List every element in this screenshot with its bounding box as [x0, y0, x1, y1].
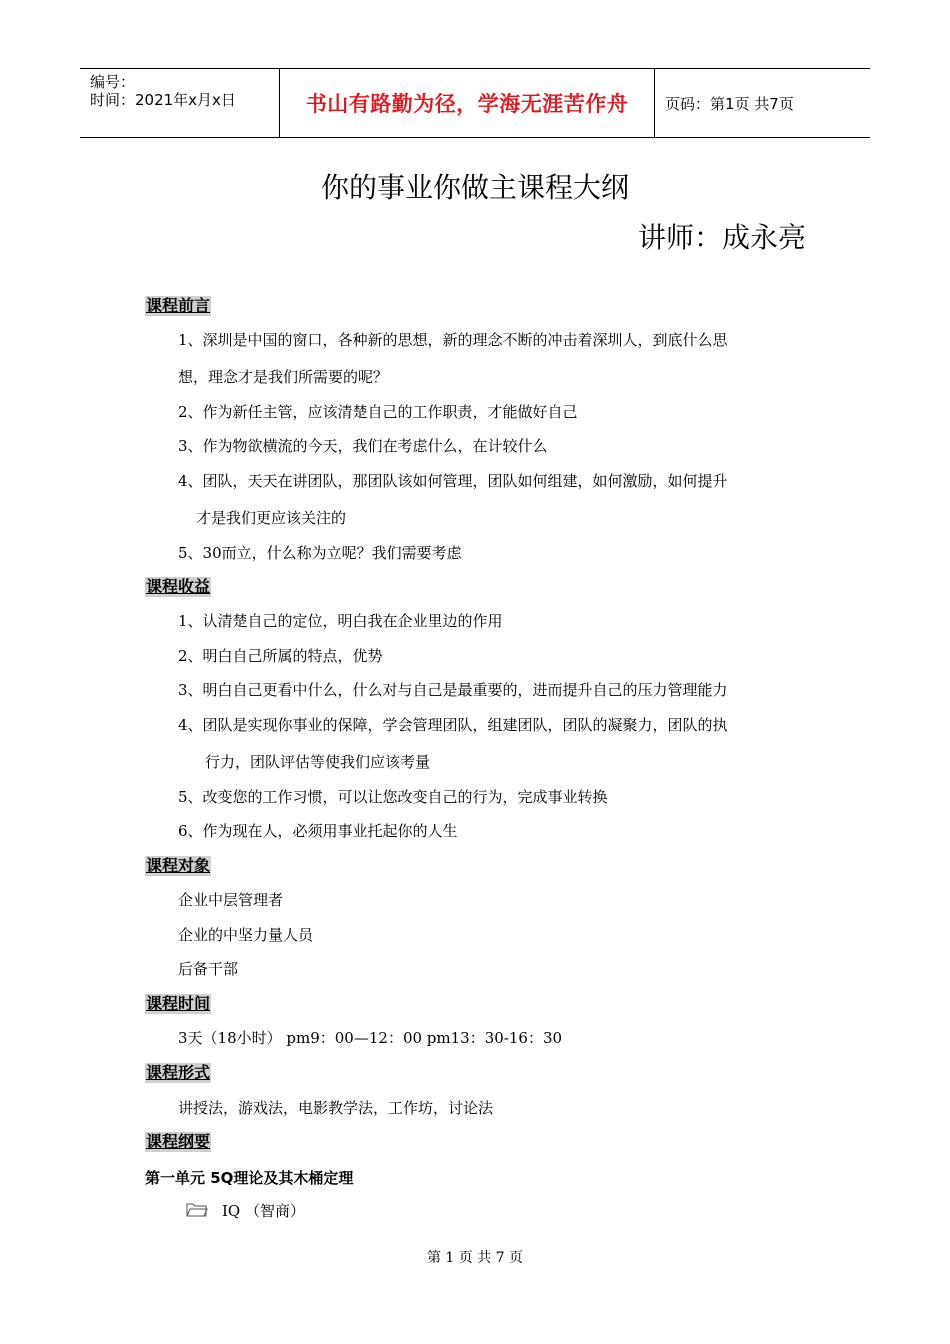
preface-item: 才是我们更应该关注的 [196, 509, 347, 527]
folder-icon [186, 1202, 208, 1217]
preface-item: 想，理念才是我们所需要的呢？ [178, 368, 389, 386]
section-heading-time: 课程时间 [146, 994, 211, 1013]
benefit-item: 6、作为现在人，必须用事业托起你的人生 [178, 822, 458, 840]
header-motto-cell [280, 69, 655, 137]
benefit-item: 5、改变您的工作习惯，可以让您改变自己的行为，完成事业转换 [178, 788, 608, 806]
audience-item: 企业的中坚力量人员 [178, 926, 314, 944]
header-meta [80, 69, 280, 137]
audience-item: 后备干部 [178, 960, 239, 978]
document-title: 你的事业你做主课程大纲 [320, 171, 629, 204]
audience-item: 企业中层管理者 [178, 891, 284, 909]
time-label: 时间：2021年x月x日 [90, 91, 236, 109]
benefit-item: 4、团队是实现你事业的保障，学会管理团队，组建团队，团队的凝聚力，团队的执 [178, 716, 728, 734]
course-format: 讲授法，游戏法，电影教学法，工作坊，讨论法 [178, 1099, 494, 1117]
preface-item: 2、作为新任主管，应该清楚自己的工作职责，才能做好自己 [178, 403, 578, 421]
page-header [80, 68, 870, 138]
page-footer: 第 1 页 共 7 页 [426, 1250, 524, 1266]
section-heading-outline: 课程纲要 [146, 1132, 211, 1151]
lecturer: 讲师：成永亮 [637, 221, 806, 254]
unit-title: 第一单元 5Q理论及其木桶定理 [145, 1169, 354, 1187]
preface-item: 3、作为物欲横流的今天，我们在考虑什么，在计较什么 [178, 437, 548, 455]
section-heading-audience: 课程对象 [146, 856, 211, 875]
section-heading-preface: 课程前言 [146, 296, 211, 315]
header-motto: 书山有路勤为径，学海无涯苦作舟 [305, 92, 629, 116]
preface-item: 4、团队，天天在讲团队，那团队该如何管理，团队如何组建，如何激励，如何提升 [178, 472, 728, 490]
section-heading-format: 课程形式 [146, 1063, 211, 1082]
section-heading-benefits: 课程收益 [146, 577, 211, 596]
preface-item: 1、深圳是中国的窗口，各种新的思想，新的理念不断的冲击着深圳人，到底什么思 [178, 331, 728, 349]
outline-item: IQ （智商） [222, 1202, 305, 1220]
benefit-item: 行力，团队评估等使我们应该考量 [205, 753, 431, 771]
number-label: 编号： [90, 73, 136, 91]
benefit-item: 1、认清楚自己的定位，明白我在企业里边的作用 [178, 612, 503, 630]
benefit-item: 3、明白自己更看中什么，什么对与自己是最重要的，进而提升自己的压力管理能力 [178, 681, 728, 699]
header-page-info: 页码：第1页 共7页 [665, 94, 794, 113]
benefit-item: 2、明白自己所属的特点，优势 [178, 647, 383, 665]
course-time: 3天（18小时） pm9：00—12：00 pm13：30-16：30 [178, 1029, 563, 1047]
preface-item: 5、30而立，什么称为立呢？我们需要考虑 [178, 544, 462, 562]
